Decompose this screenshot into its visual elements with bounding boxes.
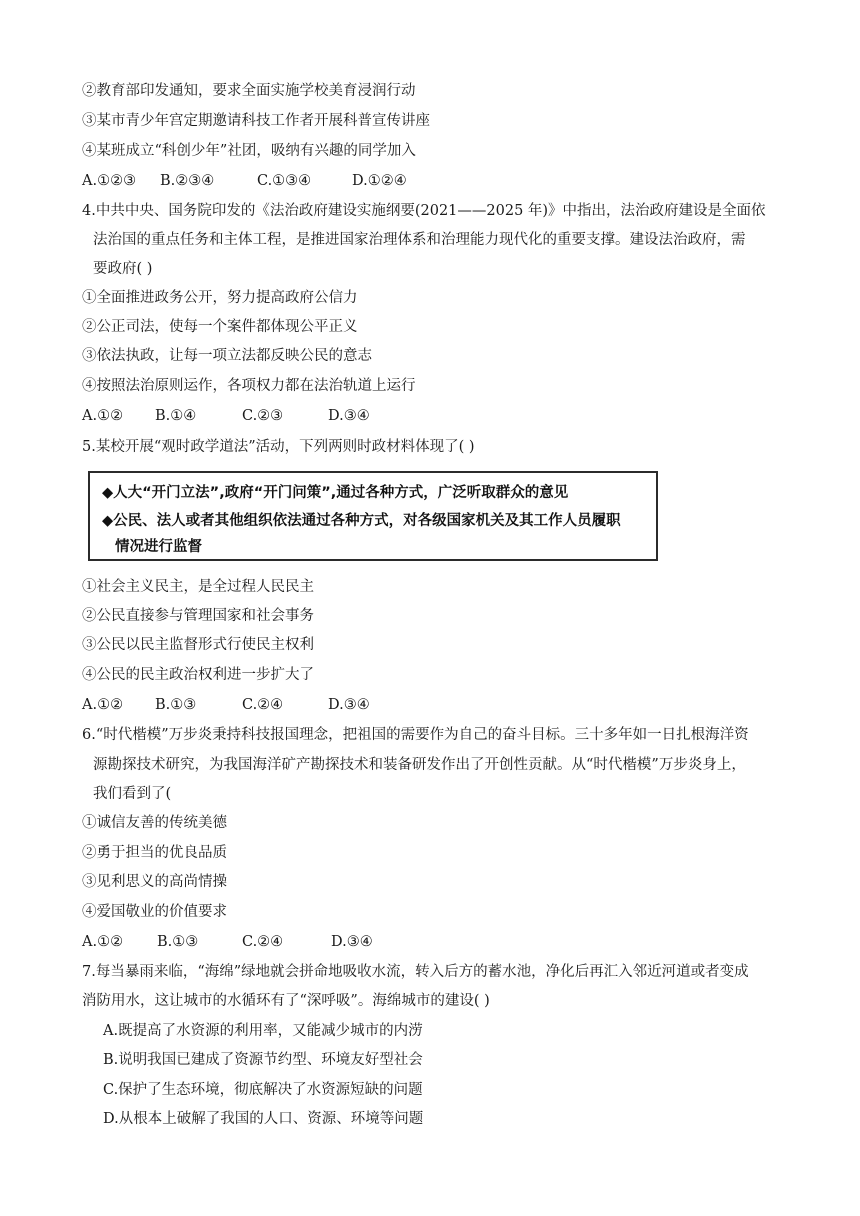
q7-stem-line-1: 7.每当暴雨来临，“海绵”绿地就会拼命地吸收水流，转入后方的蓄水池，净化后再汇入邻近河道或者变成 <box>82 964 749 980</box>
q5-choice-d[interactable]: D.③④ <box>328 697 370 713</box>
q4-stem-line-3: 要政府( ) <box>93 261 153 277</box>
q6-stem-line-1: 6.“时代楷模”万步炎秉持科技报国理念，把祖国的需要作为自己的奋斗目标。三十多年如一日扎根海洋资 <box>82 727 749 743</box>
q5-material-2: ◆公民、法人或者其他组织依法通过各种方式，对各级国家机关及其工作人员履职 <box>102 513 621 529</box>
q3-choice-a[interactable]: A.①②③ <box>82 173 137 189</box>
q3-choice-c[interactable]: C.①③④ <box>257 173 312 189</box>
q5-choice-a[interactable]: A.①② <box>82 697 124 713</box>
q4-stem-line-1: 4.中共中央、国务院印发的《法治政府建设实施纲要(2021——2025 年)》中指出，法治政府建设是全面依 <box>82 203 766 219</box>
q5-item-4: ④公民的民主政治权利进一步扩大了 <box>82 667 314 683</box>
q3-item-3: ③某市青少年宫定期邀请科技工作者开展科普宣传讲座 <box>82 113 430 129</box>
q4-choice-c[interactable]: C.②③ <box>242 408 284 424</box>
q4-stem-line-2: 法治国的重点任务和主体工程，是推进国家治理体系和治理能力现代化的重要支撑。建设法治政府，需 <box>93 232 746 248</box>
q7-option-d[interactable]: D.从根本上破解了我国的人口、资源、环境等问题 <box>103 1111 424 1127</box>
q6-item-4: ④爱国敬业的价值要求 <box>82 904 227 920</box>
q7-stem-line-2: 消防用水，这让城市的水循环有了“深呼吸”。海绵城市的建设( ) <box>82 993 490 1009</box>
q5-item-2: ②公民直接参与管理国家和社会事务 <box>82 608 314 624</box>
q3-choice-d[interactable]: D.①②④ <box>352 173 407 189</box>
q5-stem: 5.某校开展“观时政学道法”活动，下列两则时政材料体现了( ) <box>82 439 475 455</box>
q4-choice-a[interactable]: A.①② <box>82 408 124 424</box>
q6-choice-c[interactable]: C.②④ <box>242 934 284 950</box>
q4-item-4: ④按照法治原则运作，各项权力都在法治轨道上运行 <box>82 378 416 394</box>
q3-choice-b[interactable]: B.②③④ <box>160 173 215 189</box>
q3-item-4: ④某班成立“科创少年”社团，吸纳有兴趣的同学加入 <box>82 143 416 159</box>
q6-item-2: ②勇于担当的优良品质 <box>82 845 227 861</box>
q4-item-2: ②公正司法，使每一个案件都体现公平正义 <box>82 319 358 335</box>
q6-stem-line-2: 源勘探技术研究，为我国海洋矿产勘探技术和装备研发作出了开创性贡献。从“时代楷模”万步炎身上， <box>93 757 746 773</box>
q6-item-3: ③见利思义的高尚情操 <box>82 874 227 890</box>
q6-choice-b[interactable]: B.①③ <box>157 934 199 950</box>
q4-item-3: ③依法执政，让每一项立法都反映公民的意志 <box>82 348 372 364</box>
q6-choice-d[interactable]: D.③④ <box>331 934 373 950</box>
q6-stem-line-3: 我们看到了( <box>93 786 172 802</box>
q5-item-3: ③公民以民主监督形式行使民主权利 <box>82 637 314 653</box>
q6-choice-a[interactable]: A.①② <box>82 934 124 950</box>
q7-option-c[interactable]: C.保护了生态环境，彻底解决了水资源短缺的问题 <box>103 1082 423 1098</box>
q7-option-a[interactable]: A.既提高了水资源的利用率，又能减少城市的内涝 <box>103 1023 423 1039</box>
q4-choice-b[interactable]: B.①④ <box>155 408 197 424</box>
q5-choice-b[interactable]: B.①③ <box>155 697 197 713</box>
q5-material-2-cont: 情况进行监督 <box>115 539 202 555</box>
q5-item-1: ①社会主义民主，是全过程人民民主 <box>82 579 314 595</box>
q5-material-1: ◆人大“开门立法”,政府“开门问策”,通过各种方式，广泛听取群众的意见 <box>102 485 569 501</box>
q7-option-b[interactable]: B.说明我国已建成了资源节约型、环境友好型社会 <box>103 1052 423 1068</box>
q5-material-box <box>88 471 658 561</box>
q3-item-2: ②教育部印发通知，要求全面实施学校美育浸润行动 <box>82 83 416 99</box>
q4-choice-d[interactable]: D.③④ <box>328 408 370 424</box>
q4-item-1: ①全面推进政务公开，努力提高政府公信力 <box>82 290 358 306</box>
q5-choice-c[interactable]: C.②④ <box>242 697 284 713</box>
q6-item-1: ①诚信友善的传统美德 <box>82 815 227 831</box>
